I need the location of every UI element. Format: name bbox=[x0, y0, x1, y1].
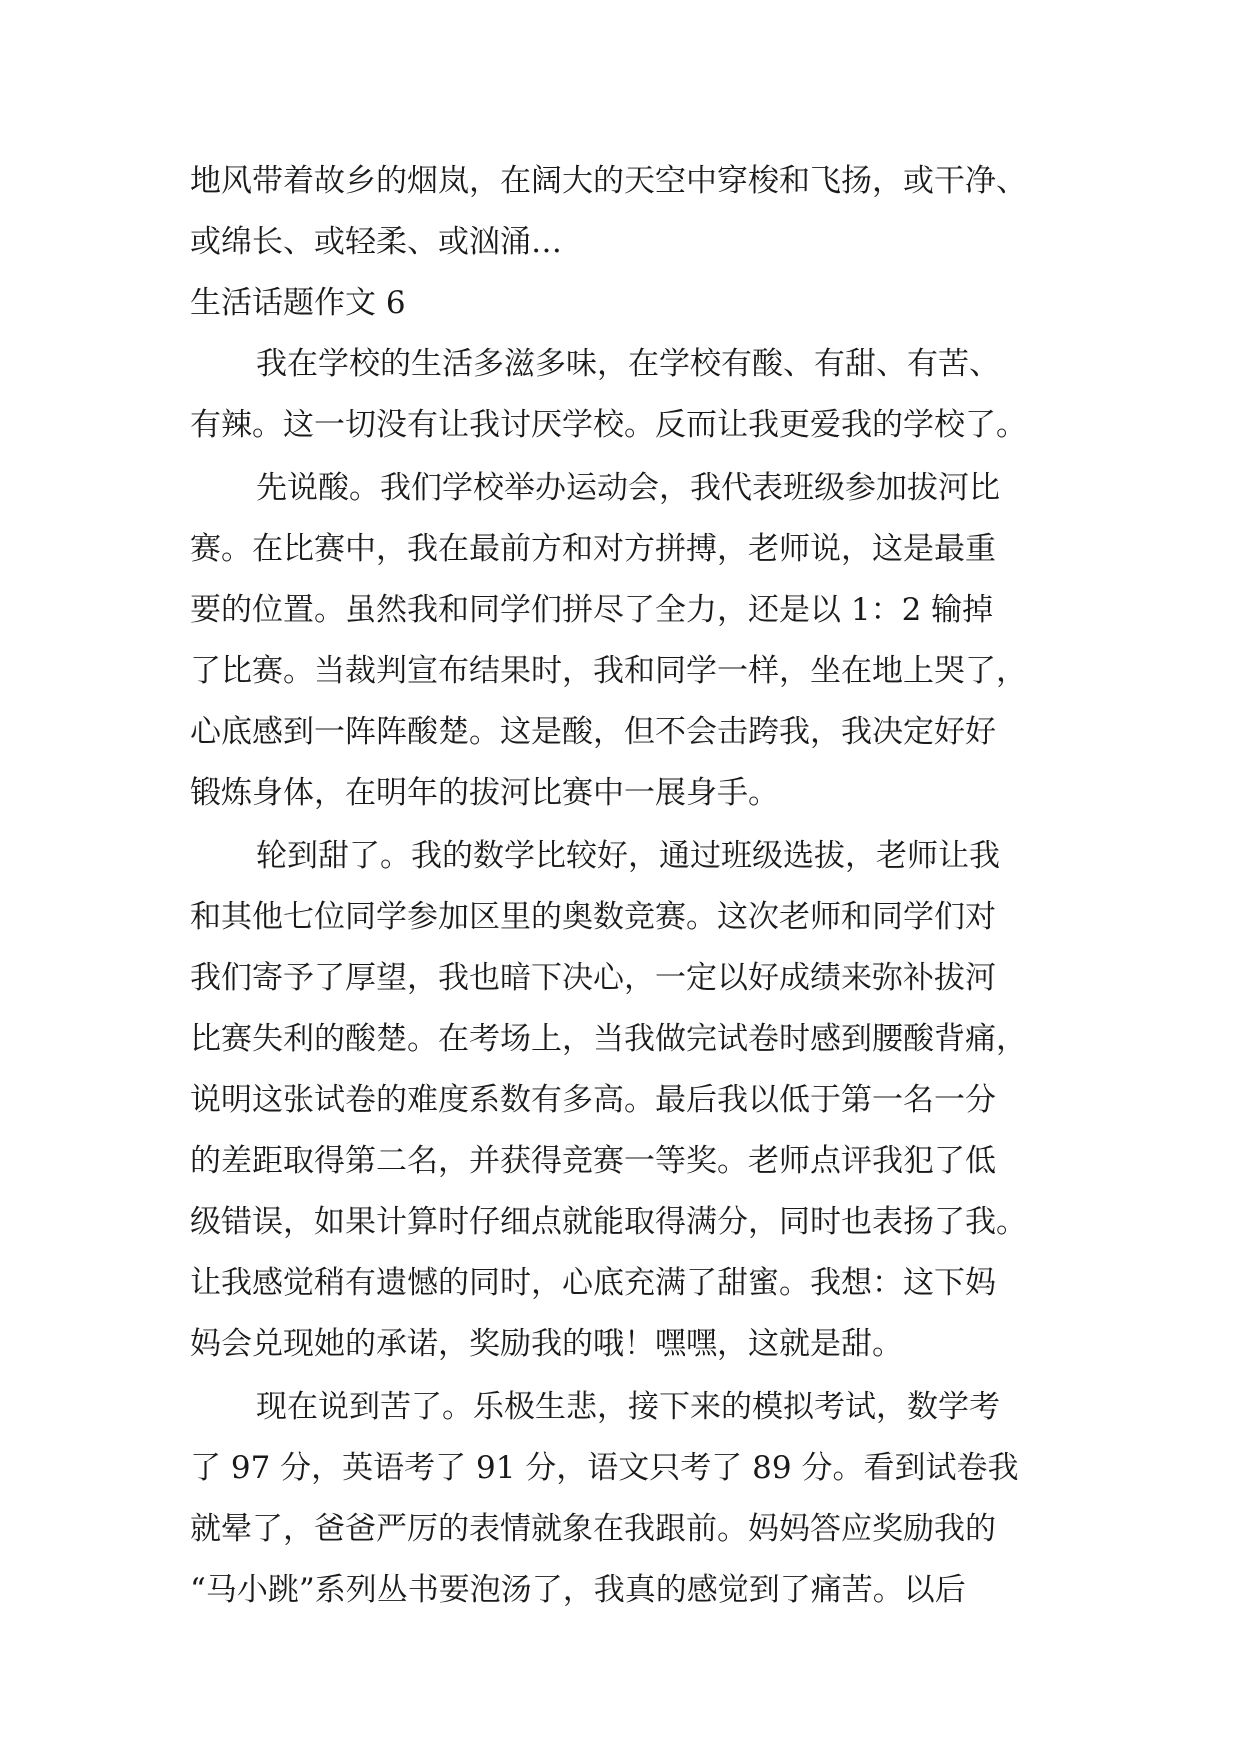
paragraph-first-line: 我在学校的生活多滋多味，在学校有酸、有甜、有苦、 bbox=[256, 346, 1000, 382]
text-line: 要的位置。虽然我和同学们拼尽了全力，还是以 1：2 输掉 bbox=[190, 592, 994, 628]
paragraph-first-line: 现在说到苦了。乐极生悲，接下来的模拟考试，数学考 bbox=[256, 1389, 1000, 1425]
section-heading: 生活话题作文 6 bbox=[190, 285, 406, 321]
text-line: 地风带着故乡的烟岚，在阔大的天空中穿梭和飞扬，或干净、 bbox=[190, 163, 1027, 199]
text-line: 就晕了，爸爸严厉的表情就象在我跟前。妈妈答应奖励我的 bbox=[190, 1511, 996, 1547]
text-line: 说明这张试卷的难度系数有多高。最后我以低于第一名一分 bbox=[190, 1082, 996, 1118]
text-line: 级错误，如果计算时仔细点就能取得满分，同时也表扬了我。 bbox=[190, 1204, 1027, 1240]
text-line: 让我感觉稍有遗憾的同时，心底充满了甜蜜。我想：这下妈 bbox=[190, 1265, 996, 1301]
text-line: 锻炼身体，在明年的拔河比赛中一展身手。 bbox=[190, 775, 779, 811]
text-line: 和其他七位同学参加区里的奥数竞赛。这次老师和同学们对 bbox=[190, 899, 996, 935]
text-line: 我们寄予了厚望，我也暗下决心，一定以好成绩来弥补拔河 bbox=[190, 960, 996, 996]
text-line: 了 97 分，英语考了 91 分，语文只考了 89 分。看到试卷我 bbox=[190, 1450, 1019, 1486]
text-line: 心底感到一阵阵酸楚。这是酸，但不会击跨我，我决定好好 bbox=[190, 714, 996, 750]
text-line: 或绵长、或轻柔、或汹涌… bbox=[190, 224, 562, 260]
paragraph-first-line: 轮到甜了。我的数学比较好，通过班级选拔，老师让我 bbox=[256, 838, 1000, 874]
text-line: 有辣。这一切没有让我讨厌学校。反而让我更爱我的学校了。 bbox=[190, 407, 1027, 443]
text-line: 比赛失利的酸楚。在考场上，当我做完试卷时感到腰酸背痛， bbox=[190, 1021, 1027, 1057]
paragraph-first-line: 先说酸。我们学校举办运动会，我代表班级参加拔河比 bbox=[256, 470, 1000, 506]
text-line: 的差距取得第二名，并获得竞赛一等奖。老师点评我犯了低 bbox=[190, 1143, 996, 1179]
text-line: 赛。在比赛中，我在最前方和对方拼搏，老师说，这是最重 bbox=[190, 531, 996, 567]
text-line: 妈会兑现她的承诺，奖励我的哦！嘿嘿，这就是甜。 bbox=[190, 1326, 903, 1362]
text-line: 了比赛。当裁判宣布结果时，我和同学一样，坐在地上哭了， bbox=[190, 653, 1027, 689]
text-line: “马小跳”系列丛书要泡汤了，我真的感觉到了痛苦。以后 bbox=[190, 1572, 966, 1608]
